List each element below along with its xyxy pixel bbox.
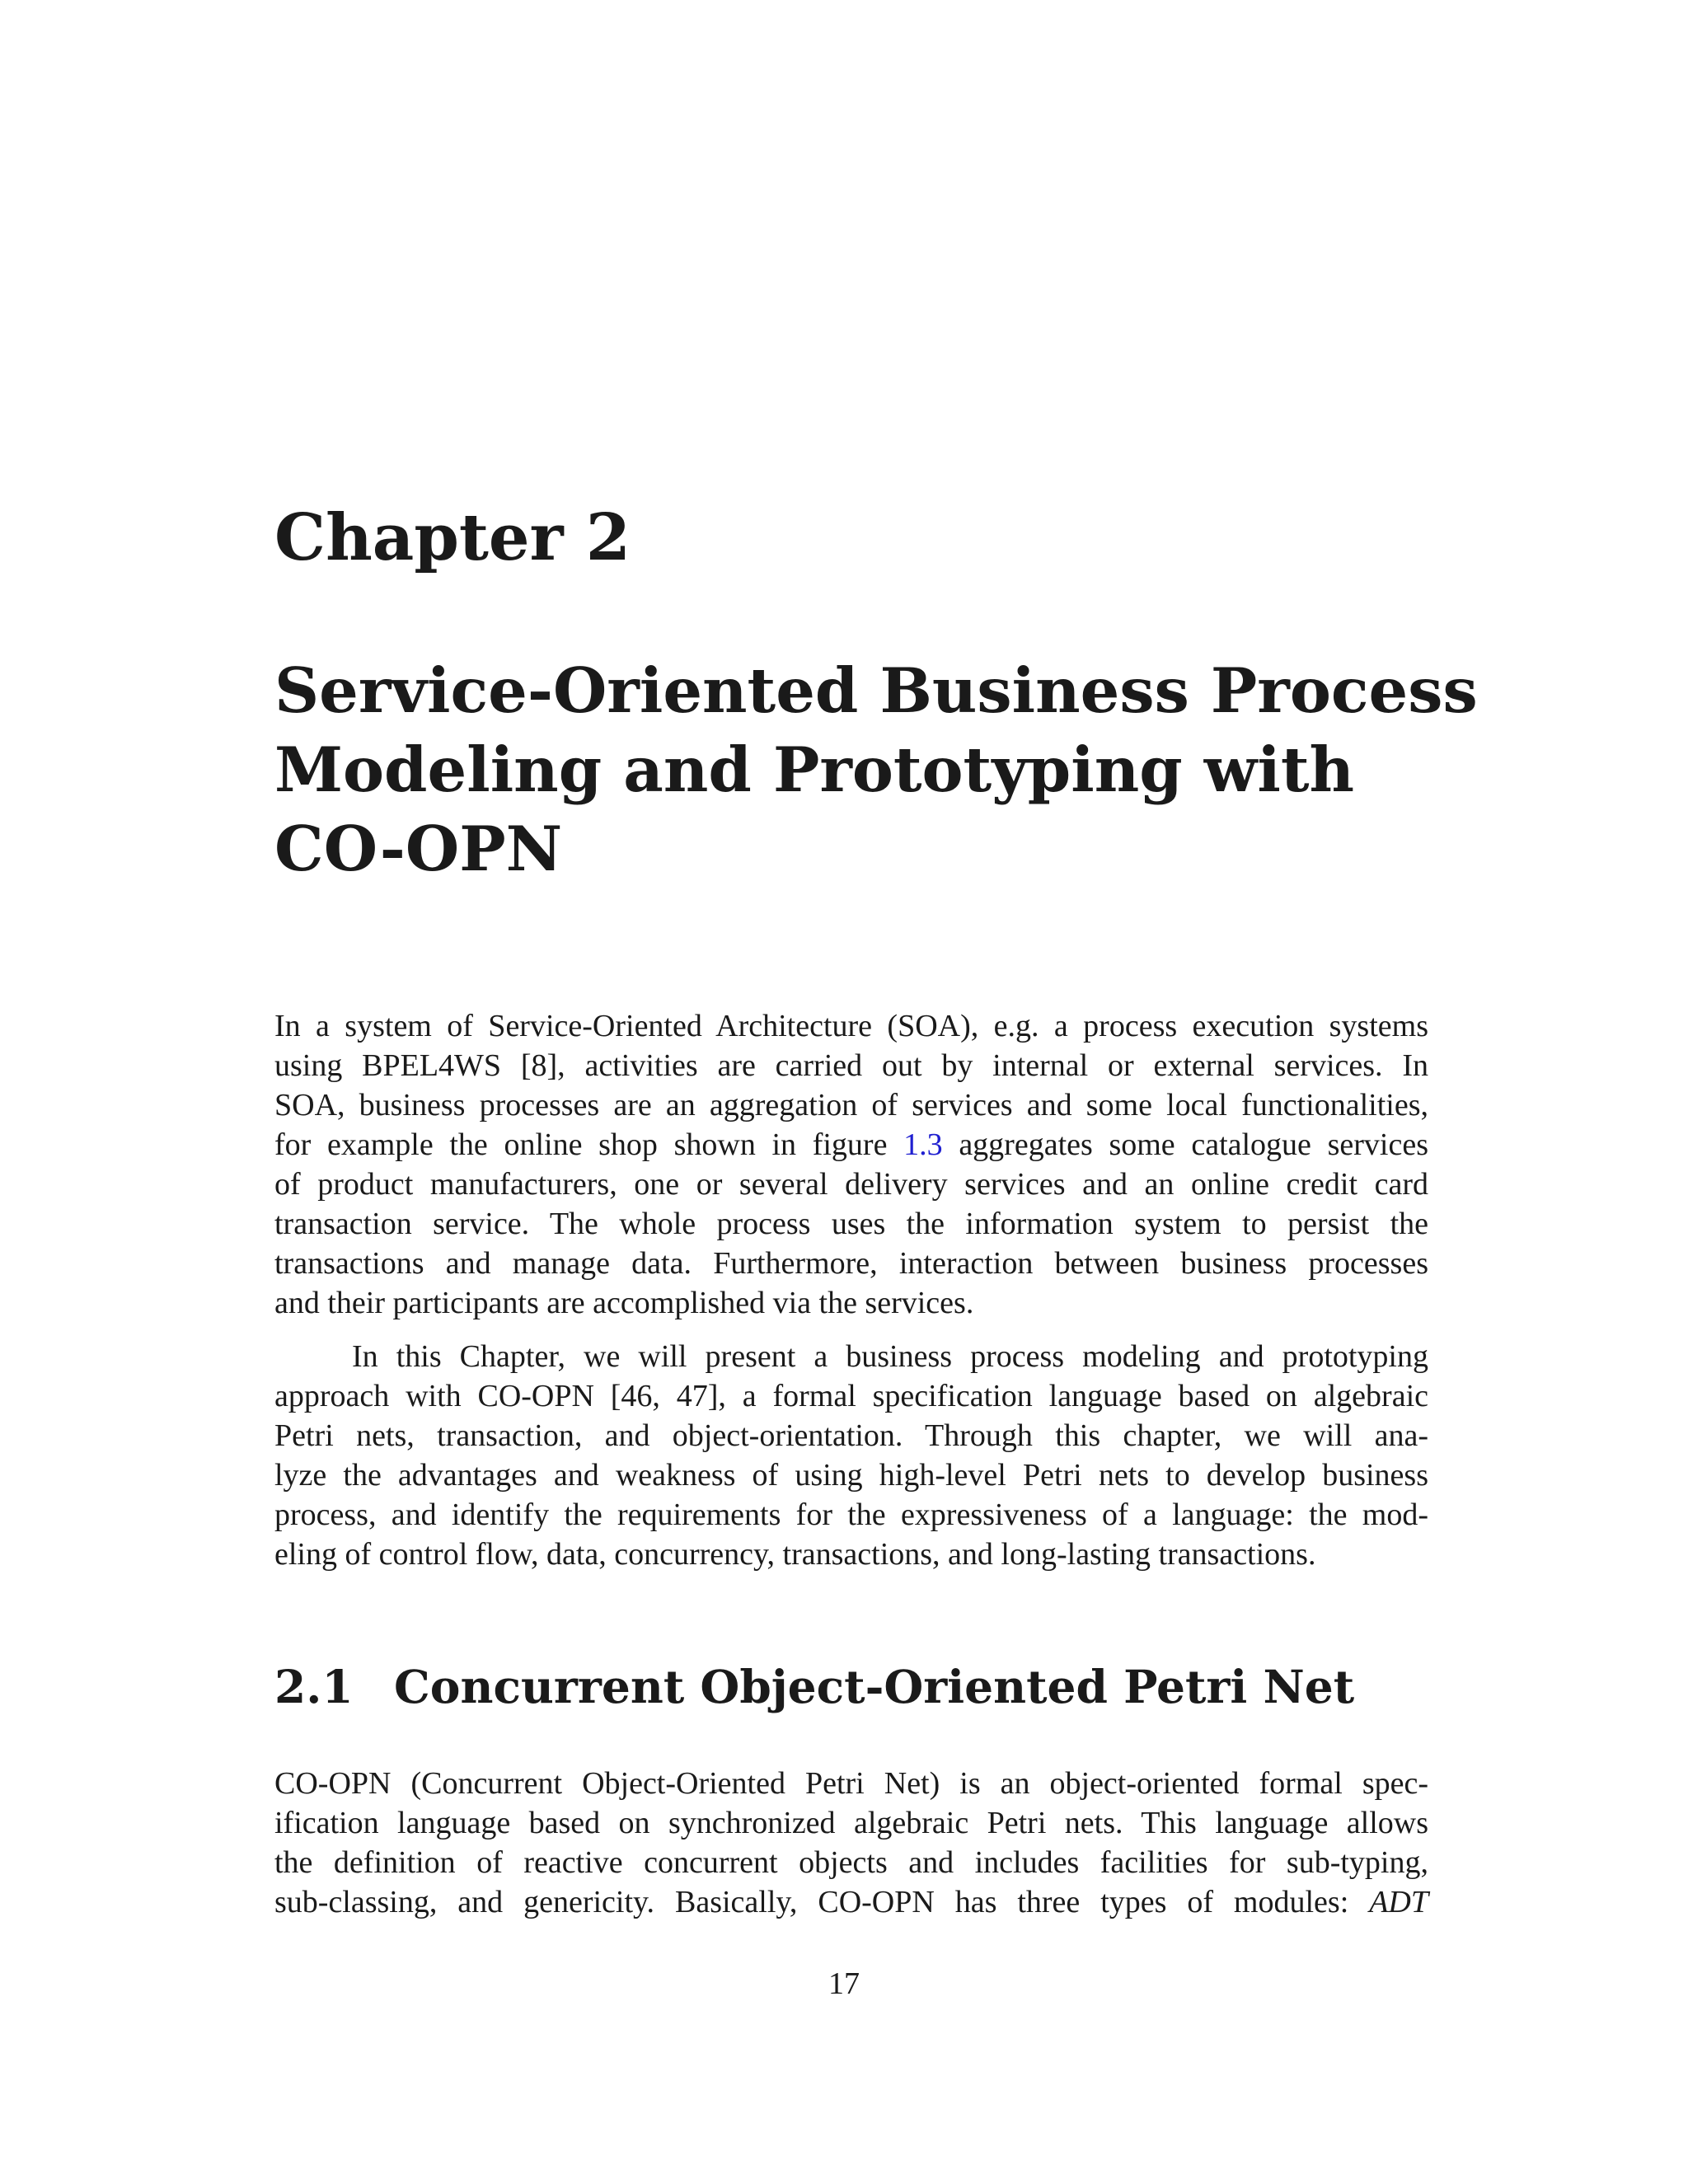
section-title: Concurrent Object-Oriented Petri Net <box>394 1660 1355 1713</box>
text-line: lyze the advantages and weakness of using high-level Petri nets to develop business <box>274 1458 1428 1493</box>
text-line: In this Chapter, we will present a business process modeling and prototyping <box>352 1339 1428 1374</box>
text-line: approach with CO-OPN [46, 47], a formal specification language based on algebraic <box>274 1379 1428 1413</box>
text-line: the definition of reactive concurrent objects and includes facilities for sub-typing, <box>274 1845 1428 1880</box>
text-fragment: aggregates some catalogue services <box>942 1127 1428 1162</box>
chapter-title <box>274 651 1478 888</box>
chapter-overview-paragraph <box>274 1337 1428 1574</box>
text-line: and their participants are accomplished via the services. <box>274 1286 974 1320</box>
figure-reference-link[interactable]: 1.3 <box>903 1127 943 1162</box>
text-line: process, and identify the requirements for the expressiveness of a language: the mod- <box>274 1497 1428 1532</box>
text-line <box>274 1125 1428 1165</box>
chapter-title-line: Service-Oriented Business Process <box>274 654 1478 727</box>
text-line: transactions and manage data. Furthermore, interaction between business processes <box>274 1246 1428 1281</box>
text-line: SOA, business processes are an aggregation of services and some local functionalities, <box>274 1088 1428 1122</box>
text-line: CO-OPN (Concurrent Object-Oriented Petri Net) is an object-oriented formal spec- <box>274 1766 1428 1801</box>
section-heading <box>274 1661 1354 1713</box>
text-line: transaction service. The whole process uses the information system to persist the <box>274 1207 1428 1241</box>
page-number: 17 <box>828 1966 860 2001</box>
text-fragment: for example the online shop shown in figure <box>274 1127 904 1162</box>
section-number: 2.1 <box>274 1660 354 1713</box>
text-line: eling of control flow, data, concurrency, transactions, and long-lasting transactions. <box>274 1537 1316 1572</box>
text-fragment: sub-classing, and genericity. Basically, CO-OPN has three types of modules: <box>274 1885 1370 1919</box>
text-line: In a system of Service-Oriented Architecture (SOA), e.g. a process execution systems <box>274 1009 1428 1043</box>
chapter-label: Chapter 2 <box>274 500 631 575</box>
text-line <box>274 1882 1428 1922</box>
chapter-title-line: Modeling and Prototyping with <box>274 733 1355 806</box>
chapter-title-line: CO-OPN <box>274 813 563 885</box>
adt-term: ADT <box>1369 1885 1428 1919</box>
co-opn-paragraph <box>274 1764 1428 1922</box>
text-line: of product manufacturers, one or several delivery services and an online credit card <box>274 1167 1428 1202</box>
text-line: using BPEL4WS [8], activities are carried out by internal or external services. In <box>274 1048 1428 1083</box>
text-line: Petri nets, transaction, and object-orientation. Through this chapter, we will ana- <box>274 1418 1428 1453</box>
text-line: ification language based on synchronized algebraic Petri nets. This language allows <box>274 1806 1428 1840</box>
intro-paragraph <box>274 1006 1428 1323</box>
